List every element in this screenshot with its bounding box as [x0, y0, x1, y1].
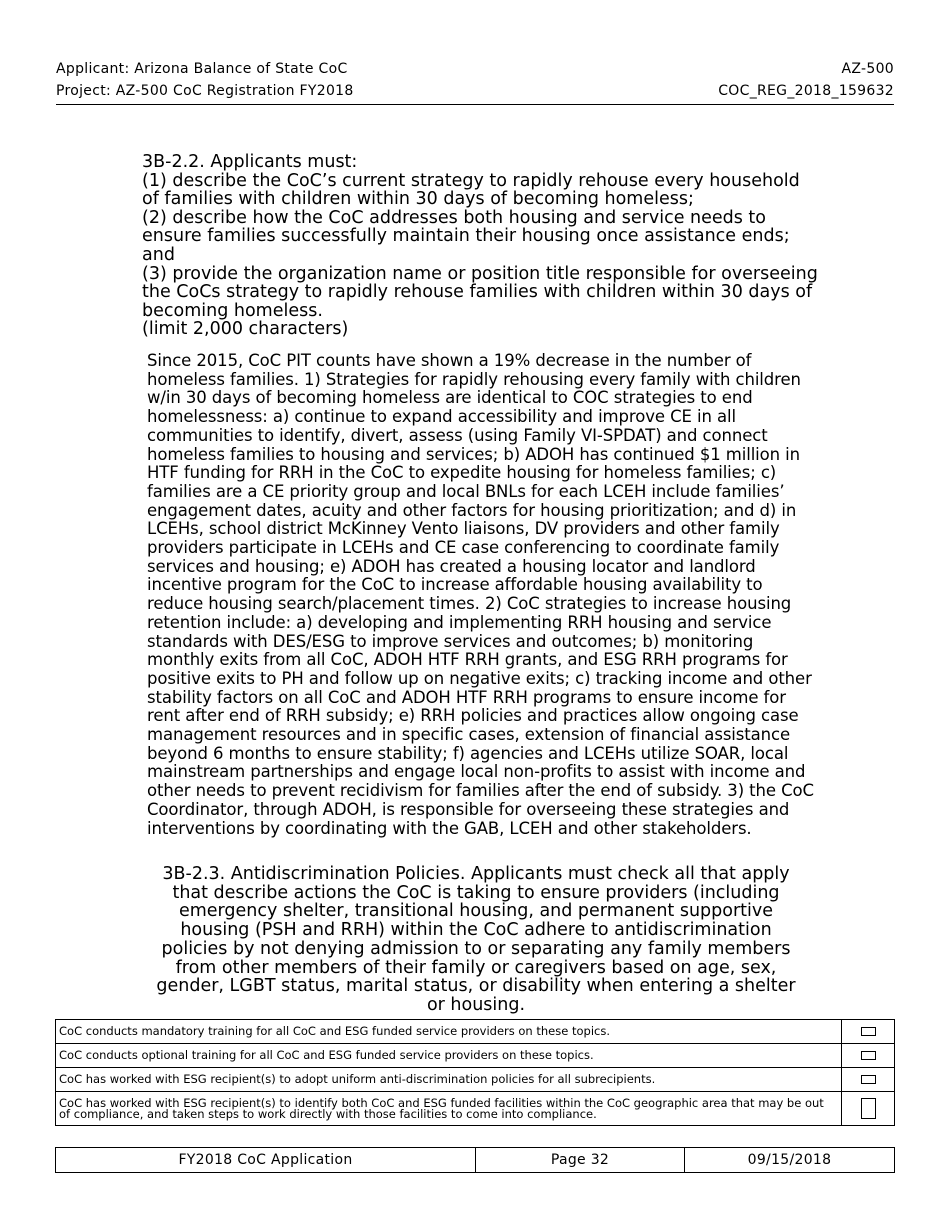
applicant-name: Applicant: Arizona Balance of State CoC: [56, 61, 348, 77]
checklist-row: [56, 1068, 895, 1092]
checklist-option-label: CoC conducts optional training for all CoC and ESG funded service providers on these topics.: [56, 1044, 842, 1068]
project-name: Project: AZ-500 CoC Registration FY2018: [56, 83, 354, 99]
footer-page-number: Page 32: [476, 1148, 685, 1173]
footer-date: 09/15/2018: [685, 1148, 895, 1173]
checkbox[interactable]: [861, 1098, 876, 1119]
answer-3b-2-2: Since 2015, CoC PIT counts have shown a 19% decrease in the number of homeless families. 1) Strategies for rapidly rehousing every family with children w/in 30 days of becoming homeless are identical to COC strategies to end homelessness: a) continue to expand accessibility and improve CE in all communities to identify, divert, assess (using Family VI-SPDAT) and connect homeless families to housing and services; b) ADOH has continued $1 million in HTF funding for RRH in the CoC to expedite housing for homeless families; c) families are a CE priority group and local BNLs for each LCEH include families’ engagement dates, acuity and other factors for housing prioritization; and d) in LCEHs, school district McKinney Vento liaisons, DV providers and other family providers participate in LCEHs and CE case conferencing to coordinate family services and housing; e) ADOH has created a housing locator and landlord incentive program for the CoC to increase affordable housing availability to reduce housing search/placement times. 2) CoC strategies to increase housing retention include: a) developing and implementing RRH housing and service standards with DES/ESG to improve services and outcomes; b) monitoring monthly exits from all CoC, ADOH HTF RRH grants, and ESG RRH programs for positive exits to PH and follow up on negative exits; c) tracking income and other stability factors on all CoC and ADOH HTF RRH programs to ensure income for rent after end of RRH subsidy; e) RRH policies and practices allow ongoing case management resources and in specific cases, extension of financial assistance beyond 6 months to ensure stability; f) agencies and LCEHs utilize SOAR, local mainstream partnerships and engage local non-profits to assist with income and other needs to prevent recidivism for families after the end of subsidy. 3) the CoC Coordinator, through ADOH, is responsible for overseeing these strategies and interventions by coordinating with the GAB, LCEH and other stakeholders.: [147, 351, 814, 838]
checklist-option-label: CoC conducts mandatory training for all CoC and ESG funded service providers on these topics.: [56, 1020, 842, 1044]
registration-id: COC_REG_2018_159632: [718, 83, 894, 99]
checklist-row: [56, 1092, 895, 1126]
checkbox[interactable]: [861, 1075, 876, 1084]
checkbox[interactable]: [861, 1027, 876, 1036]
page-header: [56, 58, 894, 105]
antidiscrimination-checklist: [55, 1019, 895, 1126]
checklist-option-label: CoC has worked with ESG recipient(s) to identify both CoC and ESG funded facilities within the CoC geographic area that may be out of compliance, and taken steps to work directly with those facilities to come into compliance.: [56, 1092, 842, 1126]
checklist-option-label: CoC has worked with ESG recipient(s) to adopt uniform anti-discrimination policies for all subrecipients.: [56, 1068, 842, 1092]
question-3b-2-2: 3B-2.2. Applicants must: (1) describe the CoC’s current strategy to rapidly rehouse every household of families with children within 30 days of becoming homeless; (2) describe how the CoC addresses both housing and service needs to ensure families successfully maintain their housing once assistance ends; and (3) provide the organization name or position title responsible for overseeing the CoCs strategy to rapidly rehouse families with children within 30 days of becoming homeless. (limit 2,000 characters): [142, 152, 818, 340]
coc-code: AZ-500: [841, 61, 894, 77]
question-3b-2-3: 3B-2.3. Antidiscrimination Policies. Applicants must check all that apply that describe actions the CoC is taking to ensure providers (including emergency shelter, transitional housing, and permanent supportive housing (PSH and RRH) within the CoC adhere to antidiscrimination policies by not denying admission to or separating any family members from other members of their family or caregivers based on age, sex, gender, LGBT status, marital status, or disability when entering a shelter or housing.: [156, 864, 796, 1015]
footer-application: FY2018 CoC Application: [56, 1148, 476, 1173]
checkbox[interactable]: [861, 1051, 876, 1060]
checklist-row: [56, 1020, 895, 1044]
checklist-row: [56, 1044, 895, 1068]
page-footer: [55, 1147, 895, 1173]
